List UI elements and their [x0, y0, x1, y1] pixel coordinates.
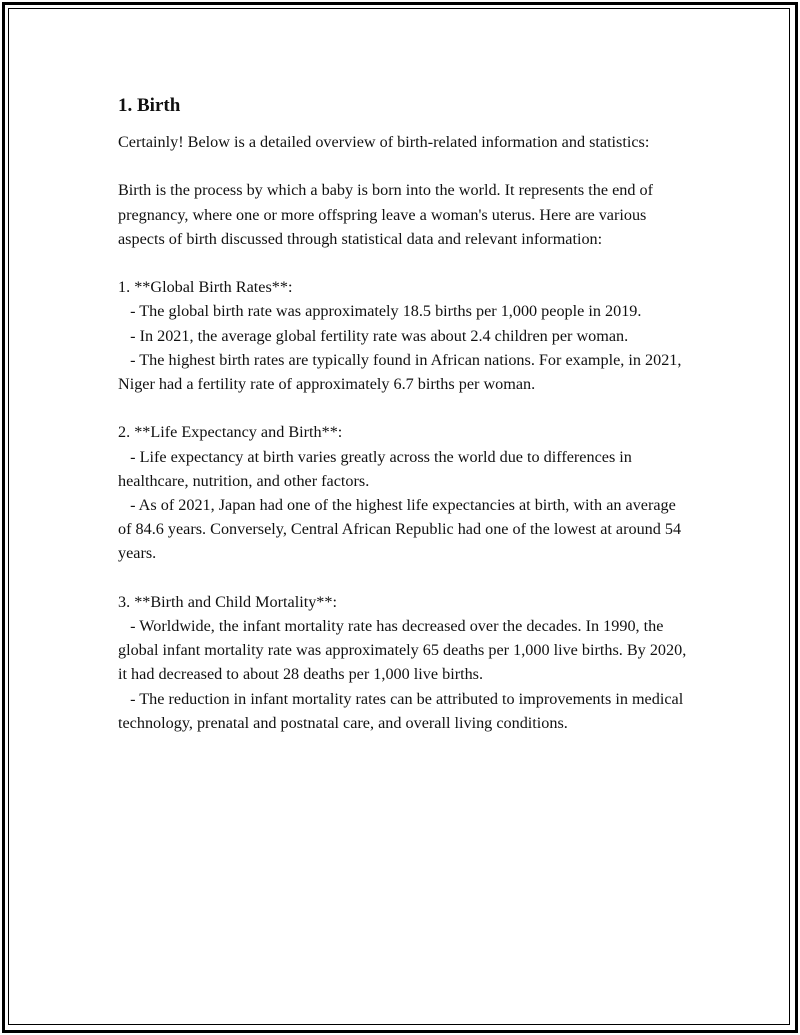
list-heading-life-expectancy: 2. **Life Expectancy and Birth**:	[118, 423, 343, 442]
list-item: - The highest birth rates are typically found in African nations. For example, in 2021, Niger had a fertility rate of approximately 6.7 births per woman.	[118, 350, 686, 393]
list-item: - The global birth rate was approximately 18.5 births per 1,000 people in 2019.	[118, 302, 642, 321]
section-heading: 1. Birth	[118, 95, 181, 116]
blank-line	[118, 251, 688, 275]
document-body	[118, 92, 691, 735]
list-item: - The reduction in infant mortality rates can be attributed to improvements in medical technology, prenatal and postnatal care, and overall living conditions.	[118, 689, 688, 732]
overview-paragraph: Birth is the process by which a baby is born into the world. It represents the end of pregnancy, where one or more offspring leave a woman's uterus. Here are various aspects of birth discussed through statistical data and relevant information:	[118, 181, 658, 248]
blank-line	[118, 566, 688, 590]
list-item: - Life expectancy at birth varies greatly across the world due to differences in healthcare, nutrition, and other factors.	[118, 447, 636, 490]
intro-text: Certainly! Below is a detailed overview of birth-related information and statistics:	[118, 133, 650, 151]
list-item: - Worldwide, the infant mortality rate has decreased over the decades. In 1990, the global infant mortality rate was approximately 65 deaths per 1,000 live births. By 2020, it had decreased to about 28 deaths per 1,000 live births.	[118, 617, 691, 684]
list-item: - As of 2021, Japan had one of the highest life expectancies at birth, with an average of 84.6 years. Conversely, Central African Republic had one of the lowest at around 54 years.	[118, 496, 686, 563]
blank-line	[118, 396, 688, 420]
blank-line	[118, 154, 688, 178]
list-item: - In 2021, the average global fertility rate was about 2.4 children per woman.	[118, 326, 629, 345]
list-heading-child-mortality: 3. **Birth and Child Mortality**:	[118, 592, 337, 611]
list-heading-global-birth-rates: 1. **Global Birth Rates**:	[118, 278, 293, 297]
